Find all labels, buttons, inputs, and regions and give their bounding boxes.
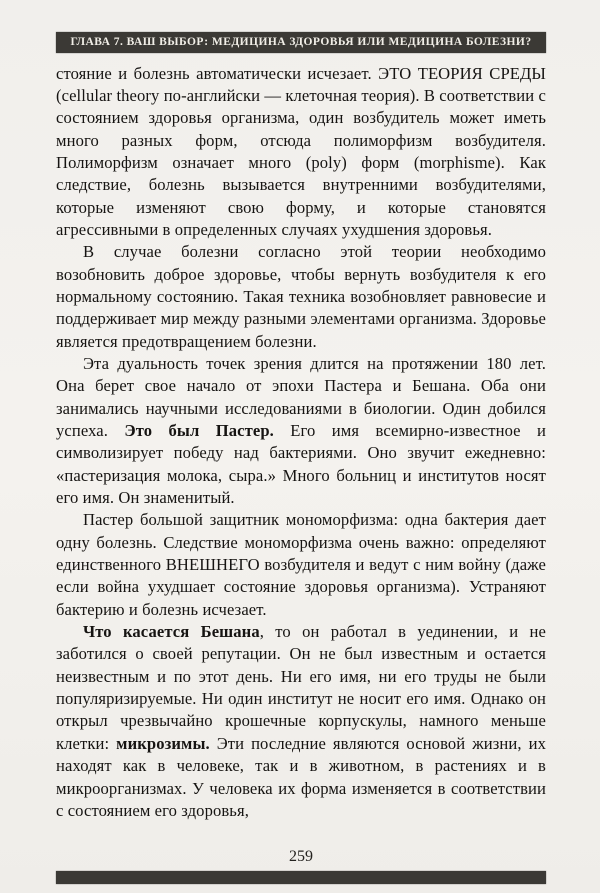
text-run: Это был Пастер. — [124, 421, 274, 440]
text-run: Пастер большой защитник мономорфизма: одна бактерия дает одну болезнь. Следствие мономорфизма очень важно: определяют единственного ВНЕШНЕГО возбудителя и ведут с ним войну (даже если война ухудшает состояние здоровья организма). Устраняют бактерию и болезнь исчезает. — [56, 510, 546, 619]
text-run: Эти последние являются основой жизни, их находят как в человеке, так и в животном, в растениях и в микроорганизмах. У человека их форма изменяется в соответствии с состоянием его здоровья, — [56, 733, 546, 820]
paragraph — [56, 63, 546, 242]
page-body — [56, 63, 546, 846]
text-run: , то он работал в уединении, и не заботился о своей репутации. Он не был известным и остается неизвестным и по этот день. Ни его имя, ни его труды не были популяризируемые. Ни один институт не носит его имя. Однако он открыл чрезвычайно крошечные корпускулы, намного меньше клетки: — [56, 622, 546, 753]
page-footer — [56, 845, 546, 884]
chapter-title: ГЛАВА 7. ВАШ ВЫБОР: МЕДИЦИНА ЗДОРОВЬЯ ИЛИ МЕДИЦИНА БОЛЕЗНИ? — [70, 36, 532, 48]
paragraph — [56, 621, 546, 822]
chapter-header-bar — [56, 32, 546, 53]
paragraph — [56, 353, 546, 509]
page-number: 259 — [289, 848, 313, 865]
text-run: микрозимы. — [116, 733, 210, 753]
text-run: Его имя всемирно-известное и символизирует победу над бактериями. Оно звучит ежедневно: «пастеризация молока, сыра.» Много больниц и институтов носят его имя. Он знаменитый. — [56, 421, 546, 508]
text-run: Эта дуальность точек зрения длится на протяжении 180 лет. Она берет свое начало от эпохи Пастера и Бешана. Оба они занимались научными исследованиями в биологии. Один добился успеха. — [56, 353, 546, 440]
text-run: В случае болезни согласно этой теории необходимо возобновить доброе здоровье, чтобы вернуть возбудителя к его нормальному состоянию. Такая техника возобновляет равновесие и поддерживает мир между разными элементами организма. Здоровье является предотвращением болезни. — [56, 242, 546, 351]
text-run: Что касается Бешана — [83, 622, 260, 642]
footer-rule-bar — [56, 871, 546, 884]
text-run: стояние и болезнь автоматически исчезает. ЭТО ТЕОРИЯ СРЕДЫ (cellular theory по-английски — клеточная теория). В соответствии с состоянием здоровья организма, один возбудитель может иметь много разных форм, отсюда полиморфизм возбудителя. Полиморфизм означает много (poly) форм (morphisme). Как следствие, болезнь вызывается внутренними возбудителями, которые изменяют свою форму, и которые становятся агрессивными в определенных случаях ухудшения здоровья. — [56, 63, 546, 239]
paragraph — [56, 509, 546, 621]
paragraph — [56, 241, 546, 353]
